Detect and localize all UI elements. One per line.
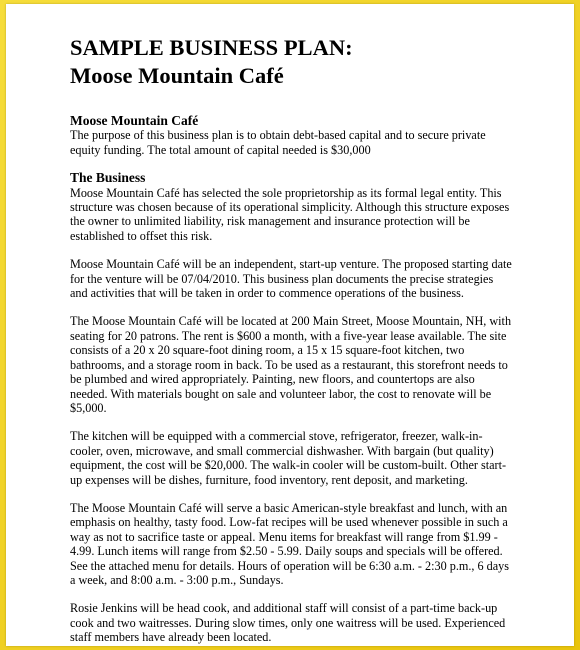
document-page <box>6 4 574 646</box>
paragraph-location: The Moose Mountain Café will be located at 200 Main Street, Moose Mountain, NH, with seating for 20 patrons. The rent is $600 a month, with a five-year lease available. The site consists of a 20 x 20 square-foot dining room, a 15 x 15 square-foot kitchen, two bathrooms, and a storage room in back. To be used as a restaurant, this storefront needs to be plumbed and wired appropriately. Painting, new floors, and countertops are also needed. With materials bought on sale and volunteer labor, the cost to renovate will be $5,000. <box>70 314 512 415</box>
paragraph-staff: Rosie Jenkins will be head cook, and additional staff will consist of a part-time back-up cook and two waitresses. During slow times, only one waitress will be used. Experienced staff members have already been located. <box>70 601 506 645</box>
paragraph-legal-entity: Moose Mountain Café has selected the sole proprietorship as its formal legal entity. This structure was chosen because of its operational simplicity. Although this structure exposes the owner to unlimited liability, risk management and insurance protection will be established to offset this risk. <box>70 185 510 243</box>
document-title <box>70 34 530 90</box>
title-line-1: SAMPLE BUSINESS PLAN: <box>70 35 353 60</box>
purpose-paragraph: The purpose of this business plan is to obtain debt-based capital and to secure private equity funding. The total amount of capital needed is $30,000 <box>70 128 486 157</box>
section-heading-cafe: Moose Mountain Café <box>70 113 199 128</box>
paragraph-kitchen: The kitchen will be equipped with a commercial stove, refrigerator, freezer, walk-in- cooler, oven, microwave, and small commercial dishwasher. With bargain (but quality) equipment, the cost will be $20,000. The walk-in cooler will be custom-built. Other start- up expenses will be dishes, furniture, food inventory, rent deposit, and marketing. <box>70 429 507 487</box>
document-content <box>70 34 530 645</box>
title-line-2: Moose Mountain Café <box>70 63 284 88</box>
section-heading-business: The Business <box>70 170 146 186</box>
paragraph-menu: The Moose Mountain Café will serve a basic American-style breakfast and lunch, with an emphasis on healthy, tasty food. Low-fat recipes will be used whenever possible in such a way as not to sacrifice taste or appeal. Menu items for breakfast will range from $1.99 - 4.99. Lunch items will range from $2.50 - 5.99. Daily soups and specials will be offered. See the attached menu for details. Hours of operation will be 6:30 a.m. - 2:30 p.m., 6 days a week, and 8:00 a.m. - 3:00 p.m., Sundays. <box>70 500 509 587</box>
paragraph-startup: Moose Mountain Café will be an independent, start-up venture. The proposed starting date for the venture will be 07/04/2010. This business plan documents the precise strategies and activities that will be taken in order to commence operations of the business. <box>70 257 512 301</box>
